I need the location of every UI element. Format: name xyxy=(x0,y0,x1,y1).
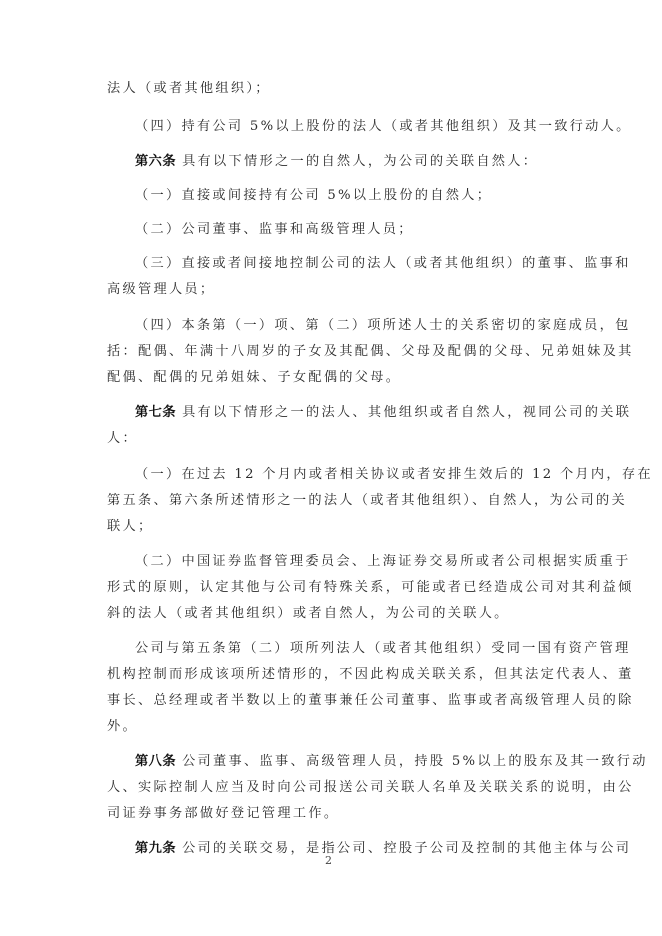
line-text: （一）直接或间接持有公司 5%以上股份的自然人； xyxy=(135,188,493,203)
article-heading: 第八条 xyxy=(135,754,177,769)
text-line xyxy=(135,317,631,335)
line-text: 斜的法人（或者其他组织）或者自然人，为公司的关联人。 xyxy=(107,606,510,621)
text-line xyxy=(107,369,401,387)
line-text: 具有以下情形之一的法人、其他组织或者自然人，视同公司的关联 xyxy=(182,405,632,420)
line-text: 司证券事务部做好登记管理工作。 xyxy=(107,806,340,821)
line-text: （四）本条第（一）项、第（二）项所述人士的关系密切的家庭成员，包 xyxy=(135,318,631,333)
text-line xyxy=(107,343,634,361)
article-heading: 第九条 xyxy=(135,841,177,856)
line-text: （二）中国证券监督管理委员会、上海证券交易所或者公司根据实质重于 xyxy=(135,554,631,569)
article-heading: 第六条 xyxy=(135,154,177,169)
text-line xyxy=(135,553,631,571)
text-line xyxy=(107,430,138,448)
line-text: 具有以下情形之一的自然人，为公司的关联自然人： xyxy=(182,154,539,169)
line-text: 联人； xyxy=(107,519,154,534)
line-text: （一）在过去 12 个月内或者相关协议或者安排生效后的 12 个月内，存在 xyxy=(135,467,653,482)
article-heading: 第七条 xyxy=(135,405,177,420)
text-line xyxy=(107,805,339,823)
text-line xyxy=(107,718,138,736)
text-line xyxy=(107,281,215,299)
line-text: 形式的原则，认定其他与公司有特殊关系，可能或者已经造成公司对其利益倾 xyxy=(107,580,634,595)
text-line xyxy=(107,605,510,623)
line-text: 括：配偶、年满十八周岁的子女及其配偶、父母及配偶的父母、兄弟姐妹及其 xyxy=(107,344,634,359)
line-text: 外。 xyxy=(107,719,138,734)
text-line xyxy=(107,80,271,98)
line-text: 机构控制而形成该项所述情形的，不因此构成关联关系，但其法定代表人、董 xyxy=(107,667,634,682)
text-line xyxy=(135,255,631,273)
line-text: 公司董事、监事、高级管理人员，持股 5%以上的股东及其一致行动 xyxy=(182,754,648,769)
text-line xyxy=(107,666,634,684)
line-text: 事长、总经理或者半数以上的董事兼任公司董事、监事或者高级管理人员的除 xyxy=(107,693,634,708)
line-text: （二）公司董事、监事和高级管理人员； xyxy=(135,222,414,237)
text-line xyxy=(107,692,634,710)
line-text: 公司与第五条第（二）项所列法人（或者其他组织）受同一国有资产管理 xyxy=(135,641,631,656)
line-text: 人、实际控制人应当及时向公司报送公司关联人名单及关联关系的说明，由公 xyxy=(107,780,634,795)
line-text: 公司的关联交易，是指公司、控股子公司及控制的其他主体与公司 xyxy=(182,841,632,856)
text-line xyxy=(107,518,153,536)
line-text: 人： xyxy=(107,431,138,446)
text-line xyxy=(135,221,414,239)
text-line xyxy=(135,118,632,136)
text-line xyxy=(135,404,631,422)
text-line xyxy=(135,153,538,171)
text-line xyxy=(135,640,631,658)
page-number: 2 xyxy=(325,854,332,867)
text-line xyxy=(135,753,648,771)
text-line xyxy=(135,840,631,858)
line-text: 高级管理人员； xyxy=(107,282,216,297)
line-text: （三）直接或者间接地控制公司的法人（或者其他组织）的董事、监事和 xyxy=(135,256,631,271)
line-text: （四）持有公司 5%以上股份的法人（或者其他组织）及其一致行动人。 xyxy=(135,119,632,134)
line-text: 法人（或者其他组织）； xyxy=(107,81,271,96)
line-text: 配偶、配偶的兄弟姐妹、子女配偶的父母。 xyxy=(107,370,402,385)
text-line xyxy=(107,779,634,797)
line-text: 第五条、第六条所述情形之一的法人（或者其他组织）、自然人，为公司的关 xyxy=(107,493,627,508)
text-line xyxy=(107,492,627,510)
text-line xyxy=(107,579,634,597)
text-line xyxy=(135,187,492,205)
text-line xyxy=(135,466,653,484)
